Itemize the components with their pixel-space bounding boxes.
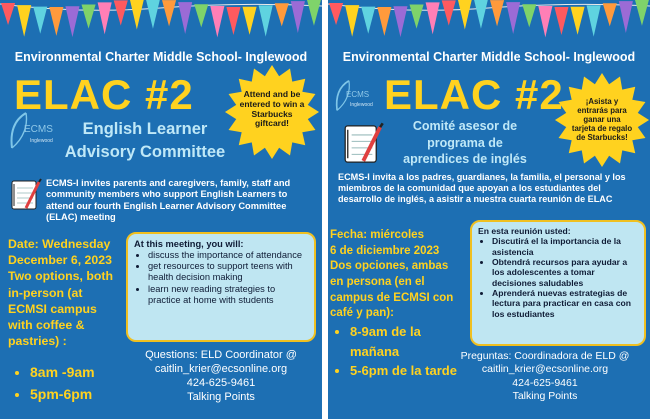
elac-title: ELAC #2 — [384, 71, 564, 118]
contact-info — [120, 348, 322, 404]
time-option-2: • 5-6pm de la tarde — [350, 361, 468, 381]
date-line-2: 6 de diciembre 2023 — [330, 244, 440, 257]
agenda-title: En esta reunión usted: — [478, 226, 571, 236]
bunting-flag — [291, 1, 305, 33]
invitation-text: ECMS-I invita a los padres, guardianes, la familia, el personal y los miembros de la comunidad que apoyan a los estudiantes del desarrollo de inglés, a asistir a nuestra cuarta reunión de ELAC — [338, 172, 626, 205]
bunting-flag — [345, 5, 359, 37]
date-line-4: in-person (at — [8, 285, 83, 300]
bunting-flag — [162, 0, 176, 26]
notebook-pencil-icon — [340, 122, 384, 166]
committee-line-2: programa de — [427, 135, 503, 150]
contact-line-1: Questions: ELD Coordinator @ — [145, 349, 297, 361]
bunting-flag — [490, 0, 504, 26]
date-line-4: en persona (en el — [330, 275, 425, 288]
elac-title: ELAC #2 — [14, 71, 194, 118]
date-line-2: December 6, 2023 — [8, 253, 112, 268]
agenda-box — [126, 232, 316, 342]
contact-email[interactable]: caitlin_krier@ecsonline.org — [481, 363, 609, 376]
bunting-flag — [554, 7, 568, 35]
agenda-item: • discuss the importance of attendance — [148, 250, 308, 261]
bunting-flag — [210, 6, 224, 37]
agenda-list — [134, 250, 308, 306]
bunting-flag — [259, 5, 273, 36]
bunting-flag — [65, 6, 79, 37]
bunting-flag — [33, 7, 47, 34]
bunting-flag — [442, 0, 456, 25]
contact-email[interactable]: caitlin_krier@ecsonline.org — [154, 363, 288, 376]
agenda-item: • get resources to support teens with health decision making — [148, 261, 308, 283]
time-option-1: • 8am -9am — [30, 362, 95, 384]
date-line-1: Date: Wednesday — [8, 237, 111, 251]
contact-phone[interactable]: 424-625-9461 — [512, 376, 578, 389]
date-line-3: Dos opciones, ambas — [330, 260, 449, 273]
bunting-flag — [538, 6, 552, 37]
bunting-flag — [329, 3, 343, 25]
contact-line-1: Preguntas: Coordinadora de ELD @ — [460, 350, 630, 362]
committee-name — [390, 118, 540, 168]
bunting-flag — [377, 7, 391, 36]
logo-subtext: Inglewood — [30, 138, 53, 144]
bunting-flag — [635, 0, 649, 26]
agenda-item: • Discutirá el la importancia de la asistencia — [492, 236, 638, 257]
meeting-date-block — [330, 228, 468, 322]
bunting-flag — [98, 2, 112, 34]
bunting-flag — [458, 0, 472, 29]
bunting-flag — [410, 5, 424, 29]
committee-line-3: aprendices de inglés — [403, 152, 527, 166]
meeting-date-block — [8, 236, 138, 350]
meeting-times — [8, 362, 95, 405]
agenda-list — [478, 236, 638, 319]
bunting-flag — [603, 3, 617, 26]
bunting-flags-icon — [0, 0, 322, 46]
bunting-flag — [82, 5, 96, 29]
logo-subtext: Inglewood — [350, 102, 373, 108]
raffle-badge-text: Attend and be entered to win a Starbucks giftcard! — [239, 89, 305, 129]
bunting-flag — [130, 0, 144, 29]
bunting-flag — [506, 2, 520, 34]
bunting-flag — [226, 7, 240, 35]
bunting-flag — [17, 5, 31, 37]
bunting-flag — [361, 7, 375, 34]
agenda-title: At this meeting, you will: — [134, 239, 244, 249]
agenda-item: • Obtendrá recursos para ayudar a los adolescentes a tomar decisiones saludables — [492, 257, 638, 288]
bunting-flag — [307, 0, 321, 26]
date-line-7: pastries) : — [8, 334, 67, 349]
invitation-text: ECMS-I invites parents and caregivers, family, staff and community members who support English Learners to attend our fourth English Learner Advisory Committee (ELAC) meeting — [46, 178, 291, 222]
agenda-item: • learn new reading strategies to practice at home with students — [148, 284, 308, 306]
committee-line-1: Comité asesor de — [412, 119, 518, 133]
contact-info — [440, 350, 650, 404]
agenda-box — [470, 220, 646, 346]
bunting-flag — [522, 4, 536, 27]
time-option-2: • 5pm-6pm — [30, 384, 95, 406]
bunting-flag — [178, 2, 192, 34]
bunting-flag — [571, 7, 585, 35]
raffle-badge-text: ¡Asista y entrarás para ganar una tarjeta de regalo de Starbucks! — [571, 97, 633, 142]
notebook-pencil-icon — [8, 178, 42, 212]
bunting-flag — [114, 0, 128, 25]
committee-name — [50, 118, 240, 164]
logo-wordmark: ECMS — [24, 124, 53, 135]
bunting-flag — [619, 1, 633, 33]
bunting-flag — [194, 4, 208, 27]
english-flyer — [0, 0, 322, 419]
bunting-flag — [393, 6, 407, 37]
bunting-flag — [1, 3, 15, 25]
contact-talking-points: Talking Points — [512, 390, 578, 403]
contact-phone[interactable]: 424-625-9461 — [186, 377, 256, 390]
contact-talking-points: Talking Points — [187, 391, 255, 404]
school-name: Environmental Charter Middle School- Inglewood — [342, 50, 636, 64]
date-line-5: campus de ECMSI con — [330, 291, 454, 304]
bunting-flag — [275, 3, 289, 26]
bunting-flags-icon — [328, 0, 650, 46]
date-line-6: with coffee & — [8, 318, 85, 333]
date-line-5: ECMSI campus — [8, 301, 97, 316]
committee-line-1: English Learner — [82, 120, 208, 138]
bunting-flag — [243, 7, 257, 35]
date-line-1: Fecha: miércoles — [330, 229, 424, 241]
bunting-flag — [49, 7, 63, 36]
logo-wordmark: ECMS — [346, 90, 370, 99]
bunting-flag — [474, 0, 488, 29]
bunting-flag — [426, 2, 440, 34]
date-line-6: café y pan): — [330, 307, 394, 320]
school-name: Environmental Charter Middle School- Inglewood — [14, 50, 308, 64]
bunting-flag — [146, 0, 160, 29]
bunting-flag — [587, 5, 601, 36]
date-line-3: Two options, both — [8, 269, 113, 284]
spanish-flyer — [328, 0, 650, 419]
agenda-item: • Aprenderá nuevas estrategias de lectura para practicar en casa con los estudiantes — [492, 288, 638, 319]
time-option-1: • 8-9am de la mañana — [350, 322, 468, 361]
committee-line-2: Advisory Committee — [64, 142, 226, 161]
